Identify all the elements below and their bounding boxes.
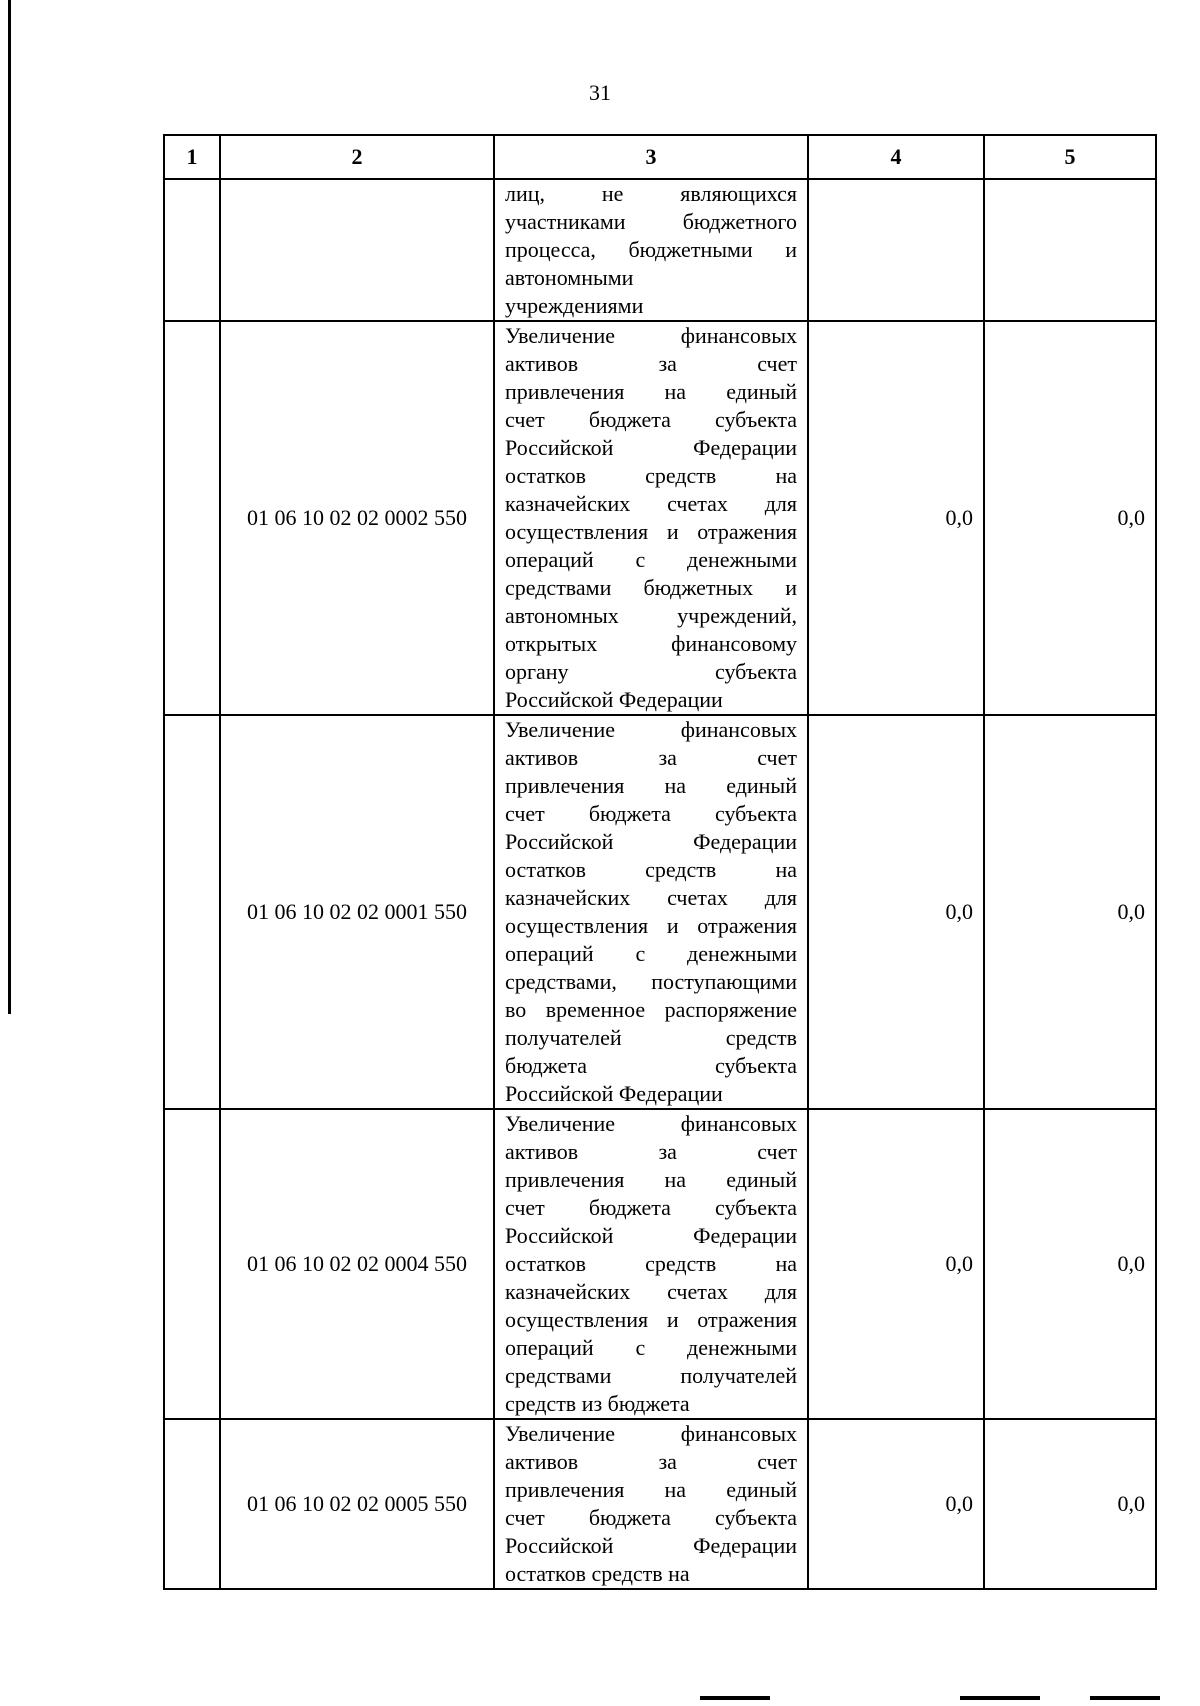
table-body (164, 179, 1156, 1589)
description-line: средствами получателей (505, 1363, 797, 1388)
budget-table (163, 134, 1157, 1590)
header-col-2: 2 (220, 135, 494, 179)
description-line: активов за счет (505, 351, 797, 376)
row-index-cell (164, 1109, 220, 1419)
description-line: Увеличение финансовых (505, 323, 797, 348)
row-index-cell (164, 715, 220, 1109)
description-line: остатков средств на (505, 857, 797, 882)
budget-code-cell: 01 06 10 02 02 0002 550 (220, 321, 494, 715)
header-col-3: 3 (494, 135, 808, 179)
description-line: лиц, не являющихся (505, 181, 797, 206)
description-line: казначейских счетах для (505, 491, 797, 516)
description-line: остатков средств на (505, 463, 797, 488)
description-cell (494, 179, 808, 321)
budget-code-cell: 01 06 10 02 02 0004 550 (220, 1109, 494, 1419)
description-line: Увеличение финансовых (505, 1421, 797, 1446)
description-line: получателей средств (505, 1025, 797, 1050)
description-line: осуществления и отражения (505, 519, 797, 544)
description-line: активов за счет (505, 1449, 797, 1474)
budget-code-cell: 01 06 10 02 02 0001 550 (220, 715, 494, 1109)
description-line: счет бюджета субъекта (505, 1195, 797, 1220)
description-cell (494, 1109, 808, 1419)
description-line: средствами, поступающими (505, 969, 797, 994)
amount-col-5-cell: 0,0 (984, 1419, 1156, 1589)
row-index-cell (164, 321, 220, 715)
table-row (164, 179, 1156, 321)
description-line: операций с денежными (505, 1335, 797, 1360)
description-line: остатков средств на (505, 1251, 797, 1276)
amount-col-4-cell: 0,0 (808, 1419, 984, 1589)
description-line: средствами бюджетных и (505, 575, 797, 600)
amount-col-4-cell (808, 179, 984, 321)
row-index-cell (164, 1419, 220, 1589)
table-row (164, 1109, 1156, 1419)
amount-col-5-cell: 0,0 (984, 321, 1156, 715)
row-index-cell (164, 179, 220, 321)
budget-code-cell (220, 179, 494, 321)
description-line: привлечения на единый (505, 773, 797, 798)
description-cell (494, 1419, 808, 1589)
description-line: остатков средств на (505, 1561, 690, 1586)
amount-col-4-cell: 0,0 (808, 715, 984, 1109)
amount-col-5-cell: 0,0 (984, 1109, 1156, 1419)
description-line: привлечения на единый (505, 1167, 797, 1192)
description-line: Российской Федерации (505, 1223, 797, 1248)
description-line: открытых финансовому (505, 631, 797, 656)
description-line: органу субъекта (505, 659, 797, 684)
description-line: бюджета субъекта (505, 1053, 797, 1078)
table-row (164, 1419, 1156, 1589)
description-line: счет бюджета субъекта (505, 407, 797, 432)
description-line: Увеличение финансовых (505, 1111, 797, 1136)
description-line: участниками бюджетного (505, 209, 797, 234)
description-line: активов за счет (505, 745, 797, 770)
amount-col-5-cell (984, 179, 1156, 321)
header-col-4: 4 (808, 135, 984, 179)
description-line: Российской Федерации (505, 1533, 797, 1558)
table-row (164, 715, 1156, 1109)
description-line: казначейских счетах для (505, 1279, 797, 1304)
budget-code-cell: 01 06 10 02 02 0005 550 (220, 1419, 494, 1589)
description-line: счет бюджета субъекта (505, 801, 797, 826)
description-line: осуществления и отражения (505, 913, 797, 938)
amount-col-4-cell: 0,0 (808, 1109, 984, 1419)
description-cell (494, 321, 808, 715)
description-line: активов за счет (505, 1139, 797, 1164)
description-line: учреждениями (505, 293, 644, 318)
bottom-scan-mark (700, 1696, 770, 1700)
header-col-1: 1 (164, 135, 220, 179)
bottom-scan-mark (960, 1696, 1040, 1700)
description-line: привлечения на единый (505, 1477, 797, 1502)
amount-col-4-cell: 0,0 (808, 321, 984, 715)
description-line: Российской Федерации (505, 829, 797, 854)
description-cell (494, 715, 808, 1109)
header-col-5: 5 (984, 135, 1156, 179)
description-line: средств из бюджета (505, 1391, 690, 1416)
amount-col-5-cell: 0,0 (984, 715, 1156, 1109)
description-line: Российской Федерации (505, 687, 723, 712)
table-row (164, 321, 1156, 715)
description-line: автономных учреждений, (505, 603, 797, 628)
page-number: 31 (589, 80, 611, 105)
description-line: привлечения на единый (505, 379, 797, 404)
description-line: Российской Федерации (505, 1081, 723, 1106)
description-line: процесса, бюджетными и (505, 237, 797, 262)
left-margin-rule (8, 0, 11, 1014)
description-line: операций с денежными (505, 547, 797, 572)
description-line: казначейских счетах для (505, 885, 797, 910)
description-line: во временное распоряжение (505, 997, 797, 1022)
description-line: операций с денежными (505, 941, 797, 966)
table-header-row (164, 135, 1156, 179)
description-line: осуществления и отражения (505, 1307, 797, 1332)
bottom-scan-mark (1090, 1696, 1160, 1700)
description-line: Российской Федерации (505, 435, 797, 460)
description-line: счет бюджета субъекта (505, 1505, 797, 1530)
description-line: Увеличение финансовых (505, 717, 797, 742)
description-line: автономными (505, 265, 634, 290)
